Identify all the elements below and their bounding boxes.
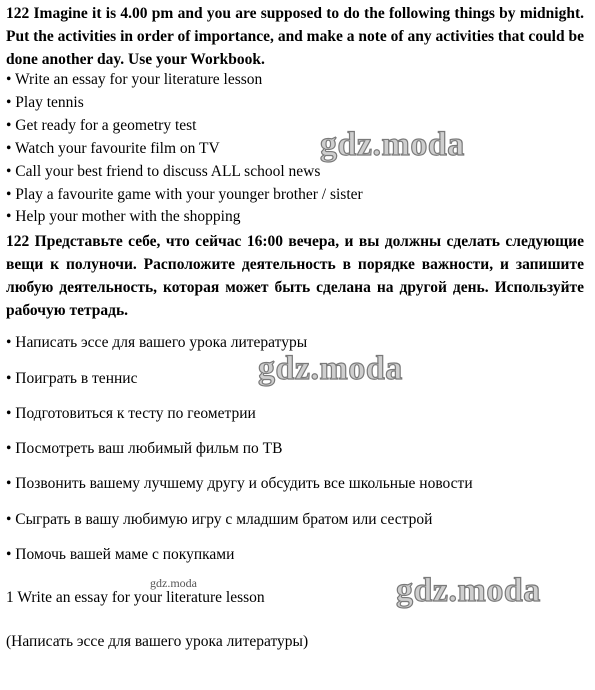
russian-task-heading: 122 Представьте себе, что сейчас 16:00 вечера, и вы должны сделать следующие вещи к полуночи. Расположите деятельность в порядке важности, и запишите любую деятельность, которая может быть сделана на другой день. Используйте рабочую тетрадь. [6,233,584,319]
russian-item-shopping: • Помочь вашей маме с покупками [6,546,235,563]
english-item-geometry: • Get ready for a geometry test [6,117,197,134]
english-item-tennis: • Play tennis [6,94,84,111]
russian-item-game: • Сыграть в вашу любимую игру с младшим братом или сестрой [6,511,433,528]
english-item-essay: • Write an essay for your literature lesson [6,71,263,88]
english-item-film: • Watch your favourite film on TV [6,140,220,157]
watermark-logo-top: gdz.moda [320,126,465,163]
watermark-logo-small: gdz.moda [150,576,197,590]
russian-item-film: • Посмотреть ваш любимый фильм по ТВ [6,440,283,457]
english-item-friend: • Call your best friend to discuss ALL school news [6,163,321,180]
english-item-shopping: • Help your mother with the shopping [6,208,241,225]
answer-line-russian: (Написать эссе для вашего урока литературы) [6,633,309,650]
russian-item-geometry: • Подготовиться к тесту по геометрии [6,405,256,422]
watermark-logo-bottom: gdz.moda [396,572,541,609]
answer-line-english: 1 Write an essay for your literature lesson [6,589,265,606]
english-item-game: • Play a favourite game with your younger brother / sister [6,186,363,203]
russian-item-essay: • Написать эссе для вашего урока литературы [6,334,308,351]
russian-item-tennis: • Поиграть в теннис [6,370,138,387]
russian-item-friend: • Позвонить вашему лучшему другу и обсудить все школьные новости [6,475,473,492]
watermark-logo-middle: gdz.moda [258,350,403,387]
english-task-heading: 122 Imagine it is 4.00 pm and you are supposed to do the following things by midnight. Put the activities in order of importance, and make a note of any activities that could be done another day. Use your Workbook. [6,5,584,68]
